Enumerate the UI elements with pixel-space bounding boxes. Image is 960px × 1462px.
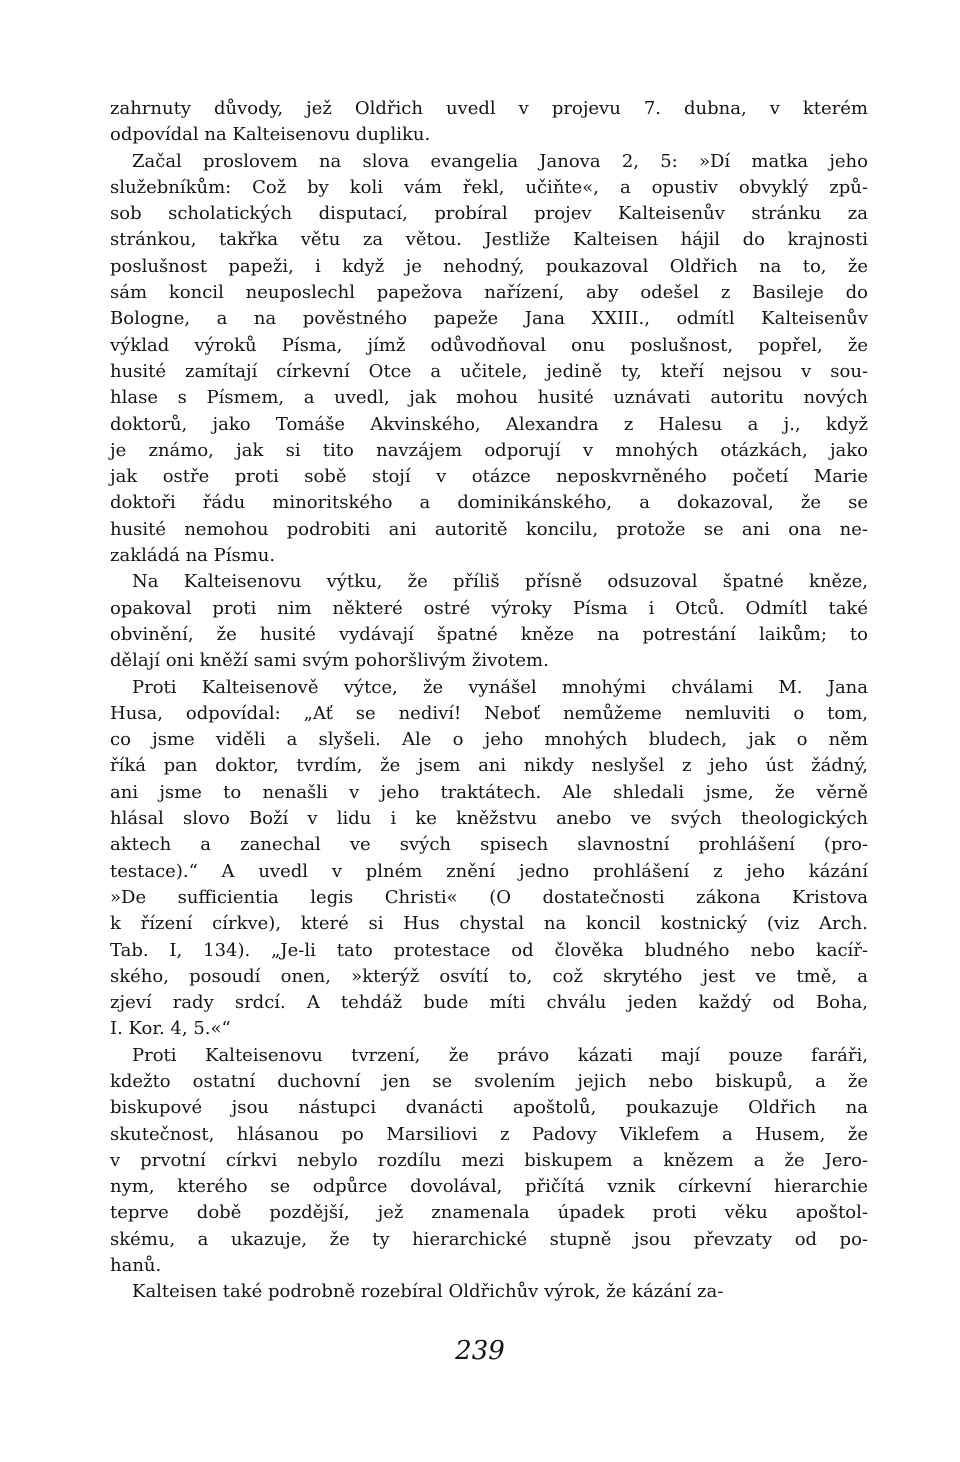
text-line: husité zamítají církevní Otce a učitele, jedině ty, kteří nejsou v sou-	[110, 360, 868, 382]
text-line: sob scholatických disputací, probíral projev Kalteisenův stránku za	[110, 203, 868, 225]
paragraph	[110, 96, 868, 149]
text-line: Husa, odpovídal: „Ať se nediví! Neboť nemůžeme nemluviti o tom,	[110, 702, 868, 724]
paragraph	[110, 1279, 868, 1305]
text-line: husité nemohou podrobiti ani autoritě koncilu, protože se ani ona ne-	[110, 518, 868, 540]
text-line: v prvotní církvi nebylo rozdílu mezi biskupem a knězem a že Jero-	[110, 1149, 868, 1171]
text-line: ani jsme to nenašli v jeho traktátech. Ale shledali jsme, že věrně	[110, 781, 868, 803]
text-line: obvinění, že husité vydávají špatné kněze na potrestání laikům; to	[110, 623, 868, 645]
text-line: říká pan doktor, tvrdím, že jsem ani nikdy neslyšel z jeho úst žádný,	[110, 755, 868, 777]
paragraph	[110, 675, 868, 1043]
text-line: skému, a ukazuje, že ty hierarchické stupně jsou převzaty od po-	[110, 1228, 868, 1250]
text-line: je známo, jak si tito navzájem odporují v mnohých otázkách, jako	[110, 439, 868, 461]
paragraph	[110, 569, 868, 674]
text-line: skutečnost, hlásanou po Marsiliovi z Padovy Viklefem a Husem, že	[110, 1123, 868, 1145]
text-line: teprve době pozdější, jež znamenala úpadek proti věku apoštol-	[110, 1202, 868, 1224]
text-line: aktech a zanechal ve svých spisech slavnostní prohlášení (pro-	[110, 834, 868, 856]
text-line: k řízení církve), které si Hus chystal na koncil kostnický (viz Arch.	[110, 913, 868, 935]
text-line: nym, kterého se odpůrce dovolával, přičítá vznik církevní hierarchie	[110, 1176, 868, 1198]
text-line: Proti Kalteisenově výtce, že vynášel mnohými chválami M. Jana	[132, 676, 868, 698]
text-line: Bologne, a na pověstného papeže Jana XXIII., odmítl Kalteisenův	[110, 308, 868, 330]
text-line: výklad výroků Písma, jímž odůvodňoval onu poslušnost, popřel, že	[110, 334, 868, 356]
text-line: Tab. I, 134). „Je-li tato protestace od člověka bludného nebo kacíř-	[110, 939, 868, 961]
text-line: Začal proslovem na slova evangelia Janova 2, 5: »Dí matka jeho	[132, 150, 868, 172]
text-line: poslušnost papeži, i když je nehodný, poukazoval Oldřich na to, že	[110, 255, 868, 277]
text-line: Na Kalteisenovu výtku, že příliš přísně odsuzoval špatné kněze,	[132, 571, 868, 593]
text-line: opakoval proti nim některé ostré výroky Písma i Otců. Odmítl také	[110, 597, 868, 619]
page-body	[110, 96, 868, 1306]
text-line: služebníkům: Což by koli vám řekl, učiňte«, a opustiv obvyklý způ-	[110, 176, 868, 198]
text-line: Kalteisen také podrobně rozebíral Oldřichův výrok, že kázání za-	[132, 1281, 724, 1303]
text-line: doktoři řádu minoritského a dominikánského, a dokazoval, že se	[110, 492, 868, 514]
page-number: 239	[455, 1336, 505, 1366]
text-line: kdežto ostatní duchovní jen se svolením jejich nebo biskupů, a že	[110, 1070, 868, 1092]
text-line: co jsme viděli a slyšeli. Ale o jeho mnohých bludech, jak o něm	[110, 729, 868, 751]
text-line: »De sufficientia legis Christi« (O dostatečnosti zákona Kristova	[110, 886, 868, 908]
text-line: Proti Kalteisenovu tvrzení, že právo kázati mají pouze faráři,	[132, 1044, 868, 1066]
text-line: dělají oni kněží sami svým pohoršlivým životem.	[110, 650, 549, 672]
text-line: hanů.	[110, 1255, 162, 1277]
text-line: I. Kor. 4, 5.«“	[110, 1018, 231, 1040]
text-line: biskupové jsou nástupci dvanácti apoštolů, poukazuje Oldřich na	[110, 1097, 868, 1119]
text-line: hlásal slovo Boží v lidu i ke kněžstvu anebo ve svých theologických	[110, 808, 868, 830]
text-line: testace).“ A uvedl v plném znění jedno prohlášení z jeho kázání	[110, 860, 868, 882]
text-line: sám koncil neuposlechl papežova nařízení, aby odešel z Basileje do	[110, 282, 868, 304]
text-line: jak ostře proti sobě stojí v otázce neposkvrněného početí Marie	[110, 466, 868, 488]
text-line: ského, posoudí onen, »kterýž osvítí to, což skrytého jest ve tmě, a	[110, 965, 868, 987]
text-line: odpovídal na Kalteisenovu dupliku.	[110, 124, 431, 146]
text-line: zakládá na Písmu.	[110, 545, 276, 567]
text-line: stránkou, takřka větu za větou. Jestliže Kalteisen hájil do krajnosti	[110, 229, 868, 251]
paragraph	[110, 149, 868, 570]
paragraph	[110, 1043, 868, 1280]
text-line: hlase s Písmem, a uvedl, jak mohou husité uznávati autoritu nových	[110, 387, 868, 409]
text-line: zahrnuty důvody, jež Oldřich uvedl v projevu 7. dubna, v kterém	[110, 98, 868, 119]
text-line: zjeví rady srdcí. A tehdáž bude míti chválu jeden každý od Boha,	[110, 992, 868, 1014]
text-line: doktorů, jako Tomáše Akvinského, Alexandra z Halesu a j., když	[110, 413, 868, 435]
